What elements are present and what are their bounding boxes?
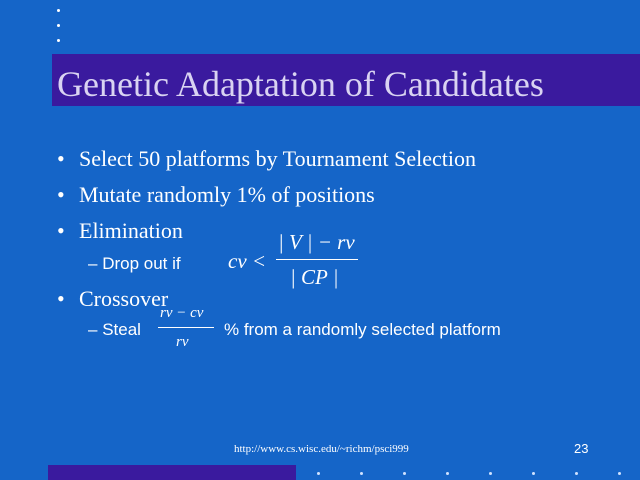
sub-drop-out [88,253,181,275]
bullet-mutate [57,182,375,208]
bullet-elimination [57,218,183,244]
sub-text: Drop out if [102,254,181,273]
formula-denominator: | CP | [290,265,339,289]
steal-denominator: rv [176,334,189,350]
decor-dot [57,9,60,12]
decor-dot [57,24,60,27]
bullet-select [57,146,476,172]
footer-url: http://www.cs.wisc.edu/~richm/psci999 [234,443,409,455]
footer-dot [618,472,621,475]
footer-dot [360,472,363,475]
bullet-mark: • [57,218,65,243]
sub-steal [88,319,141,341]
slide-title: Genetic Adaptation of Candidates [57,64,544,104]
footer-dot [575,472,578,475]
bullet-text: Crossover [79,286,169,311]
bullet-mark: • [57,182,65,207]
bullet-text: Mutate randomly 1% of positions [79,182,375,207]
formula-lhs: cv < [228,249,267,273]
bullet-crossover [57,286,168,312]
formula-numerator: | V | − rv [278,230,355,254]
bullet-text: Elimination [79,218,183,243]
bullet-mark: • [57,286,65,311]
steal-numerator: rv − cv [160,305,204,321]
bullet-text: Select 50 platforms by Tournament Selection [79,146,477,171]
footer-band [48,465,296,480]
bullet-mark: • [57,146,65,171]
dash-mark: – [88,320,98,339]
steal-suffix: % from a randomly selected platform [224,320,501,339]
footer-dot [489,472,492,475]
steal-fraction-bar [158,327,214,328]
decor-dot [57,39,60,42]
footer-dot [403,472,406,475]
fraction-bar [276,259,358,260]
dash-mark: – [88,254,98,273]
footer-dot [446,472,449,475]
sub-text: Steal [102,320,141,339]
footer-dot [317,472,320,475]
footer-dot [532,472,535,475]
page-number: 23 [574,441,589,456]
